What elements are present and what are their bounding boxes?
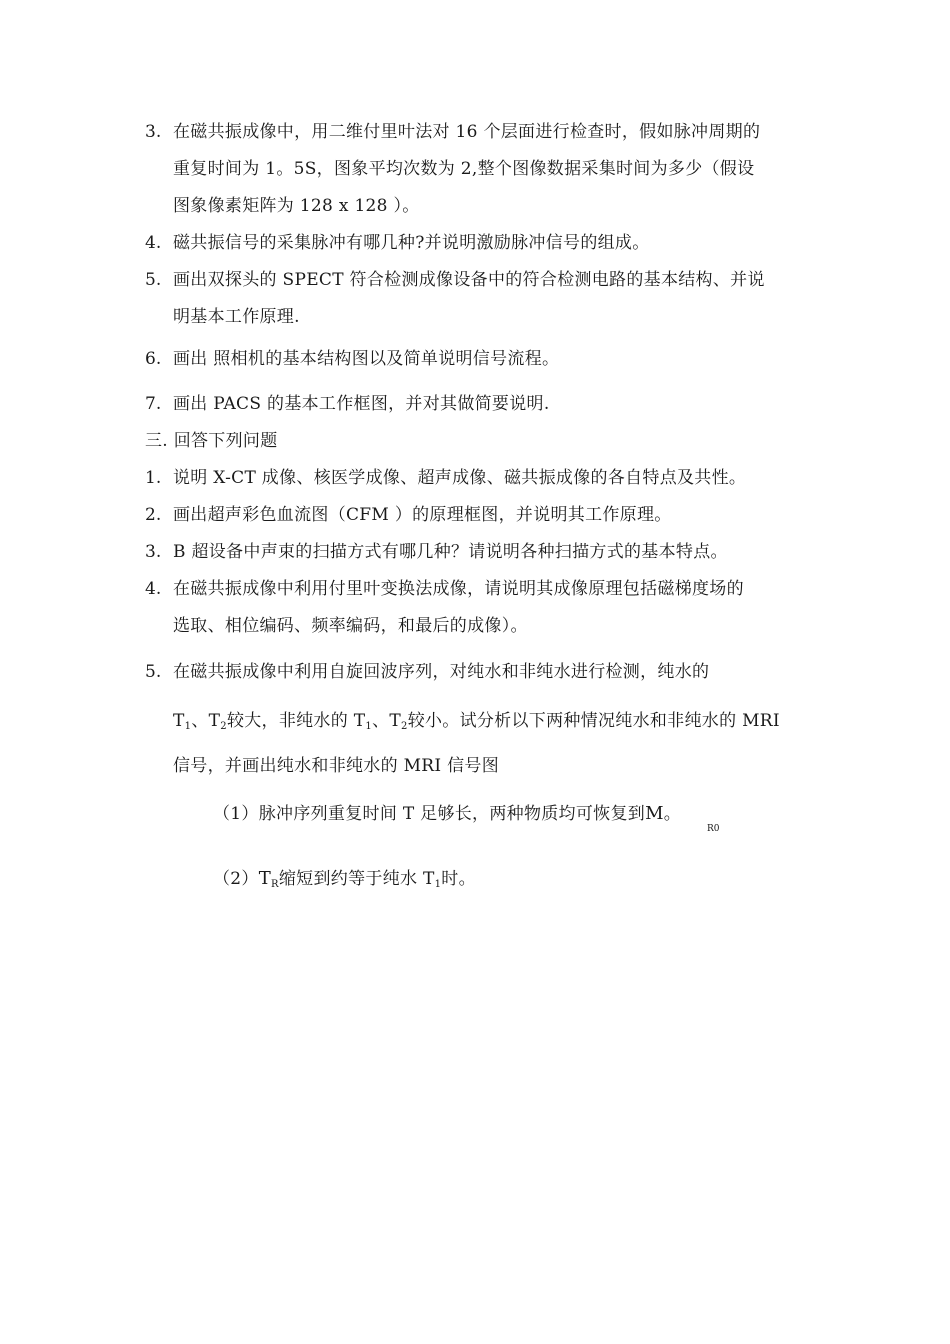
text-run: 。 bbox=[663, 804, 682, 824]
text-run: 时。 bbox=[441, 869, 476, 889]
item-number: 7. bbox=[145, 394, 162, 414]
question-text: 选取、相位编码、频率编码，和最后的成像）。 bbox=[173, 616, 528, 636]
item-number: 5. bbox=[145, 270, 162, 290]
question-text: 磁共振信号的采集脉冲有哪几种?并说明激励脉冲信号的组成。 bbox=[173, 233, 650, 253]
question-text: 画出 PACS 的基本工作框图，并对其做简要说明. bbox=[173, 394, 550, 414]
subscript: 1 bbox=[184, 721, 192, 732]
question-text: 画出双探头的 SPECT 符合检测成像设备中的符合检测电路的基本结构、并说 bbox=[173, 270, 765, 290]
question-text: 信号，并画出纯水和非纯水的 MRI 信号图 bbox=[173, 756, 500, 776]
sub-item-2 bbox=[213, 868, 476, 896]
question-text: 说明 X-CT 成像、核医学成像、超声成像、磁共振成像的各自特点及共性。 bbox=[173, 468, 747, 488]
question-text: 明基本工作原理. bbox=[173, 307, 300, 327]
subscript: 1 bbox=[365, 721, 373, 732]
text-run: 、T bbox=[191, 711, 221, 731]
text-run: （2） bbox=[213, 869, 259, 889]
question-text: 在磁共振成像中利用付里叶变换法成像，请说明其成像原理包括磁梯度场的 bbox=[173, 579, 744, 599]
text-run: 、T bbox=[372, 711, 402, 731]
question-text: 重复时间为 1。5S，图象平均次数为 2,整个图像数据采集时间为多少（假设 bbox=[173, 159, 755, 179]
question-text-with-subscripts bbox=[173, 710, 780, 738]
symbol-t: T bbox=[258, 868, 272, 889]
item-number: 3. bbox=[145, 122, 162, 142]
symbol-m: M bbox=[645, 803, 664, 824]
subscript: 2 bbox=[401, 721, 408, 732]
question-text: 图象像素矩阵为 128 x 128 ）。 bbox=[173, 196, 420, 216]
item-number: 3. bbox=[145, 542, 162, 562]
question-text: 画出超声彩色血流图（CFM ）的原理框图，并说明其工作原理。 bbox=[173, 505, 672, 525]
item-number: 5. bbox=[145, 662, 162, 682]
question-text: 画出 照相机的基本结构图以及简单说明信号流程。 bbox=[173, 349, 560, 369]
subscript: 1 bbox=[434, 879, 442, 890]
text-run: 较小。试分析以下两种情况纯水和非纯水的 MRI bbox=[407, 711, 780, 731]
subscript: 2 bbox=[220, 721, 227, 732]
question-text: 在磁共振成像中利用自旋回波序列，对纯水和非纯水进行检测，纯水的 bbox=[173, 662, 710, 682]
sub-item-1 bbox=[213, 803, 681, 825]
subscript: R bbox=[271, 879, 279, 890]
item-number: 2. bbox=[145, 505, 162, 525]
item-number: 4. bbox=[145, 233, 162, 253]
text-run: 缩短到约等于纯水 T bbox=[278, 869, 435, 889]
text-run: 较大，非纯水的 T bbox=[226, 711, 366, 731]
item-number: 4. bbox=[145, 579, 162, 599]
subscript-r0: R0 bbox=[707, 824, 720, 834]
section-heading: 三. 回答下列问题 bbox=[145, 431, 278, 451]
text-run: T bbox=[173, 711, 185, 731]
item-number: 6. bbox=[145, 349, 162, 369]
question-text: 在磁共振成像中，用二维付里叶法对 16 个层面进行检查时，假如脉冲周期的 bbox=[173, 122, 761, 142]
question-text: B 超设备中声束的扫描方式有哪几种？请说明各种扫描方式的基本特点。 bbox=[173, 542, 728, 562]
text-run: （1）脉冲序列重复时间 T 足够长，两种物质均可恢复到 bbox=[213, 804, 646, 824]
item-number: 1. bbox=[145, 468, 162, 488]
